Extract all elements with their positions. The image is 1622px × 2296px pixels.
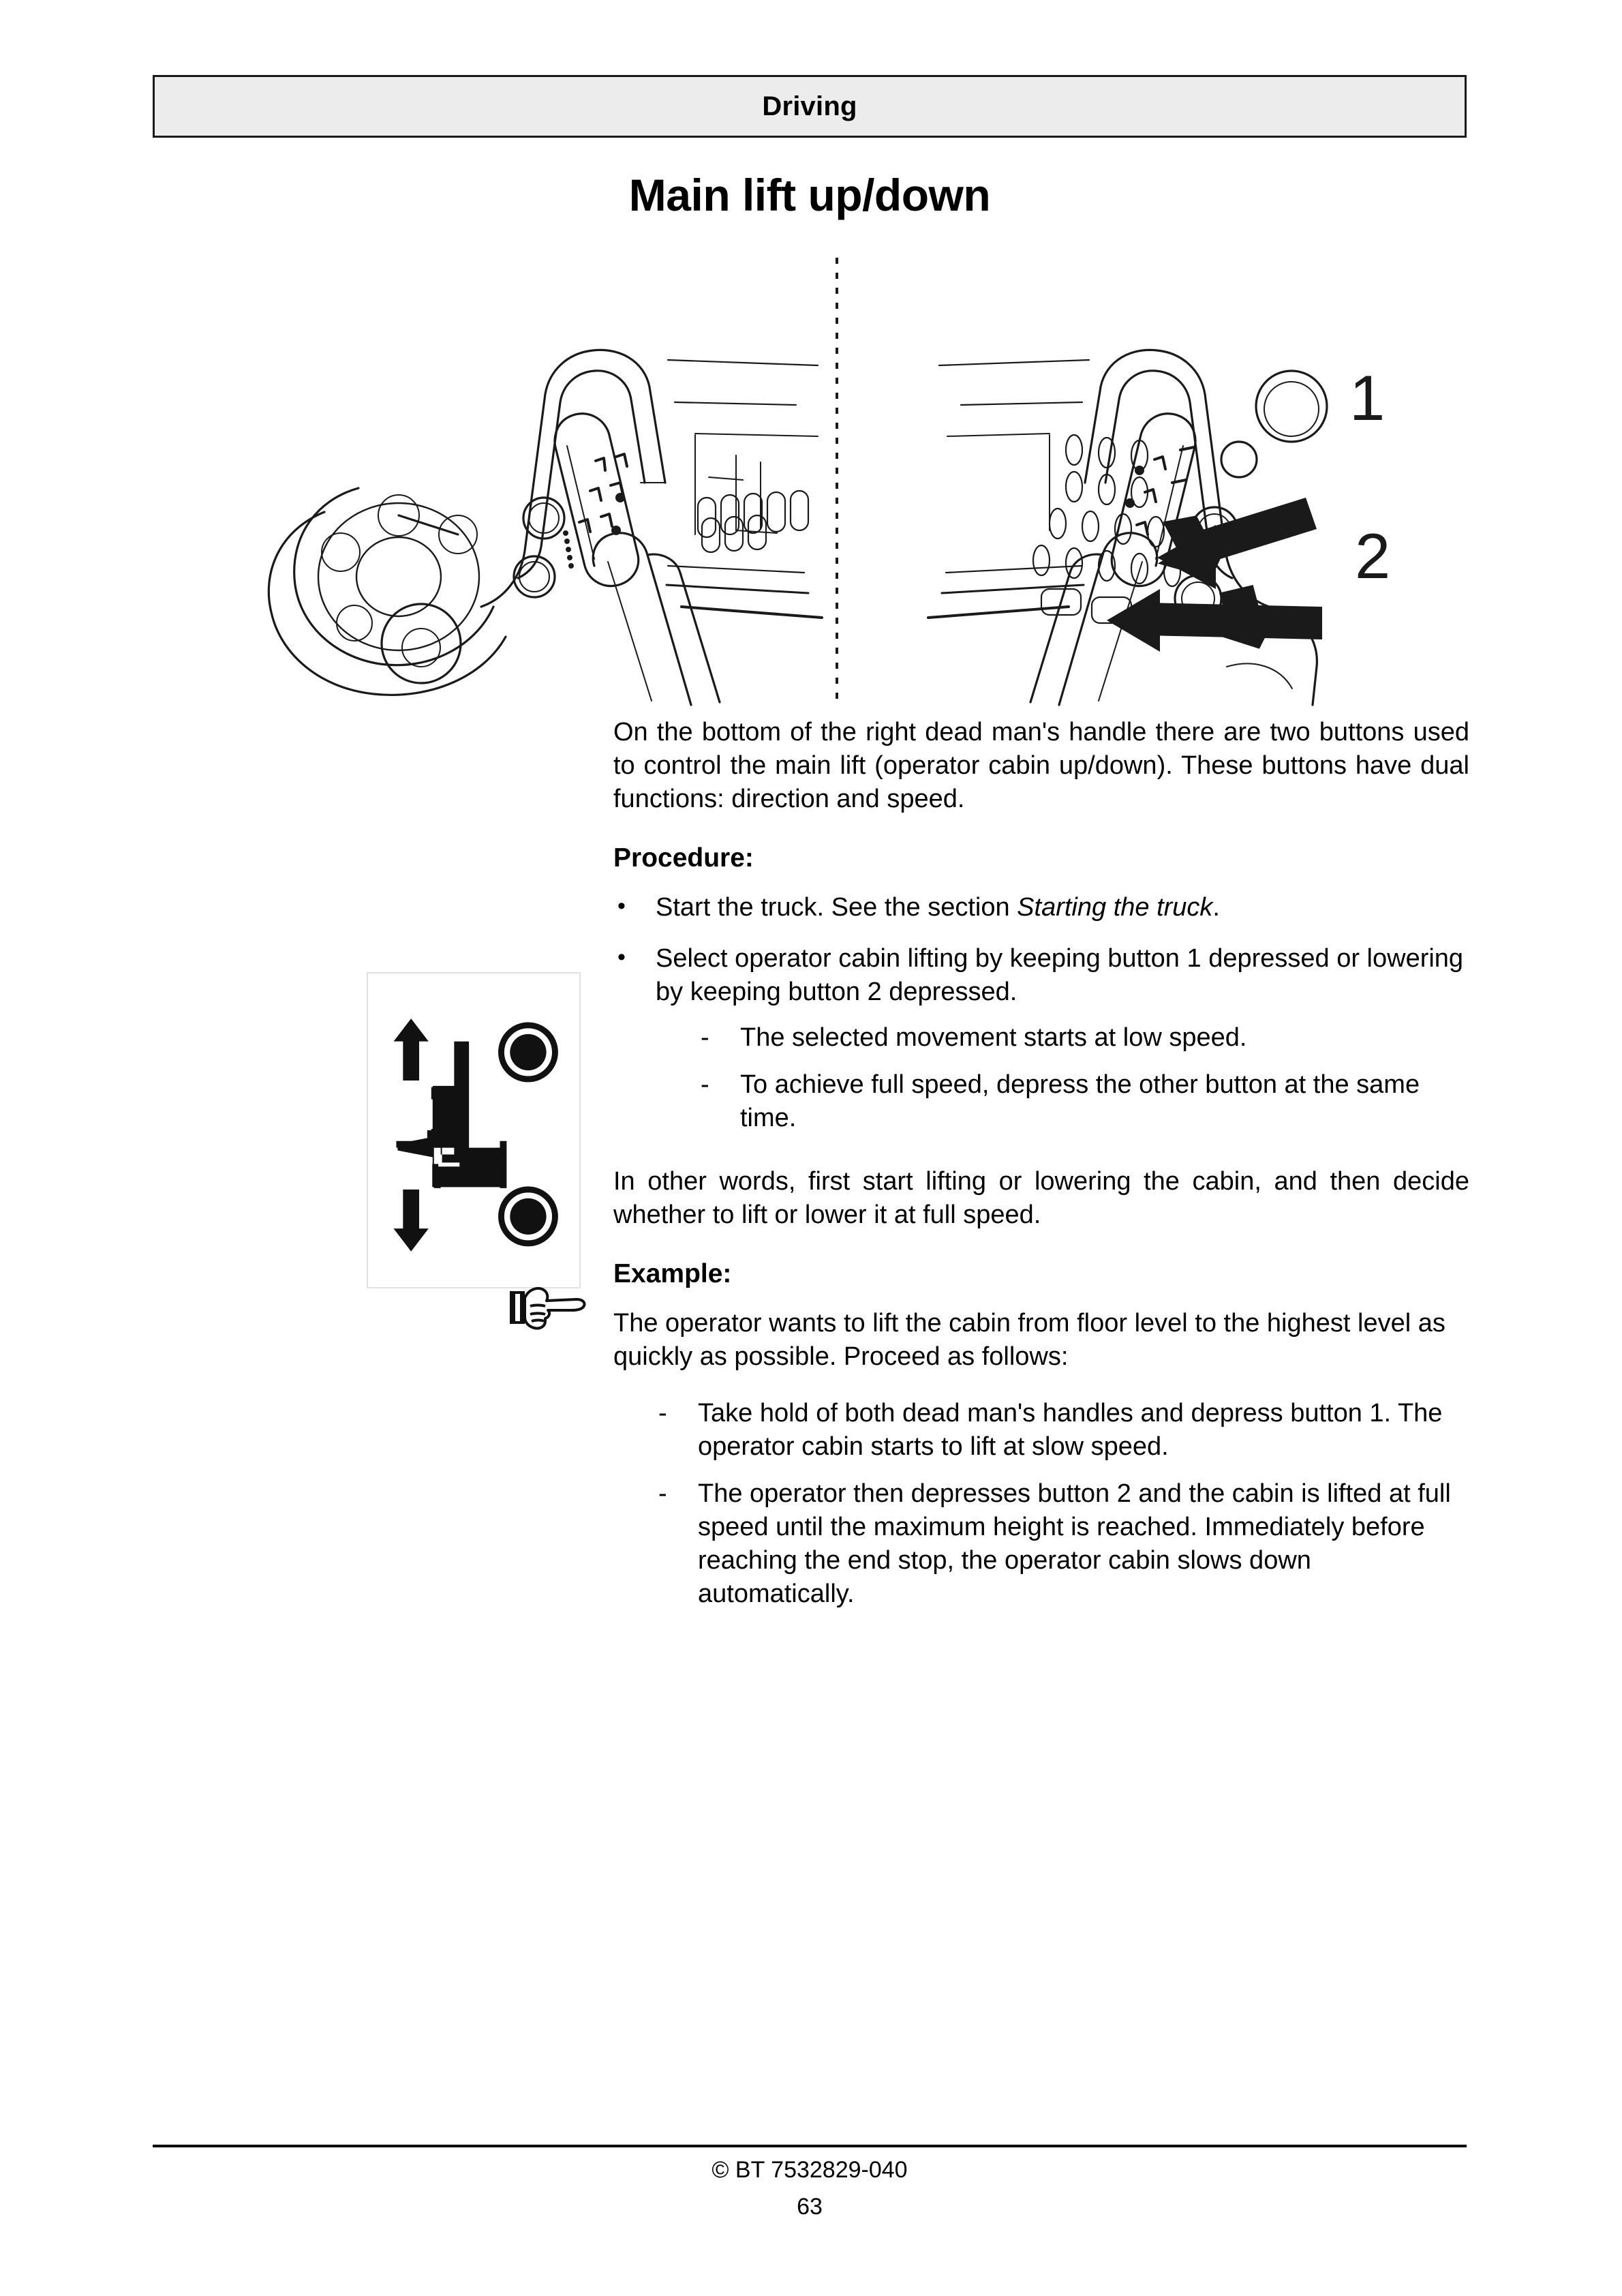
example-heading: Example: [613, 1259, 732, 1288]
pictogram-button-bottom [501, 1190, 555, 1243]
list-item [698, 1021, 1469, 1055]
bullet-text-after: . [1212, 893, 1220, 922]
procedure-closing-paragraph: In other words, first start lifting or lowering the cabin, and then decide whether to lift or lower it at full speed. [613, 1167, 1469, 1229]
sub-bullet-text: To achieve full speed, depress the other button at the same time. [740, 1070, 1420, 1132]
body-text-column [613, 716, 1469, 1625]
dash-marker: - [701, 1023, 709, 1052]
callout-number-2: 2 [1355, 520, 1391, 592]
running-header [153, 75, 1467, 138]
footer-page-number: 63 [797, 2194, 823, 2220]
arrow-down-shape [394, 1190, 429, 1252]
running-header-label: Driving [762, 91, 857, 121]
arrow-up-shape [394, 1018, 429, 1081]
callout-number-1: 1 [1349, 362, 1386, 434]
procedure-sub-list [698, 1021, 1469, 1135]
procedure-heading: Procedure: [613, 843, 754, 873]
bullet-text-before: Start the truck. See the section [656, 893, 1017, 922]
page-title: Main lift up/down [628, 170, 991, 220]
main-lift-pictogram [367, 972, 581, 1288]
pictogram-button-top [501, 1025, 555, 1079]
dash-marker: - [658, 1479, 667, 1508]
dash-marker: - [658, 1399, 667, 1428]
example-step-text: The operator then depresses button 2 and the cabin is lifted at full speed until the maximum height is reached. Immediately before reaching the end stop, the operator cabin slows down automatically. [698, 1479, 1451, 1608]
pointing-hand-icon [506, 1280, 590, 1333]
footer-copyright: © BT 7532829-040 [711, 2157, 908, 2183]
dash-marker: - [701, 1070, 709, 1099]
list-item [656, 1397, 1469, 1464]
bullet-marker: • [617, 893, 626, 919]
sub-bullet-text: The selected movement starts at low speed. [740, 1023, 1247, 1052]
example-intro-paragraph: The operator wants to lift the cabin from floor level to the highest level as quickly as possible. Proceed as follows: [613, 1309, 1445, 1371]
procedure-bullet-list [613, 891, 1469, 1135]
footer-divider [153, 2145, 1467, 2147]
list-item [613, 891, 1469, 924]
list-item [656, 1477, 1469, 1611]
intro-paragraph: On the bottom of the right dead man's handle there are two buttons used to control the main lift (operator cabin up/down). These buttons have dual functions: direction and speed. [613, 718, 1469, 813]
list-item [698, 1068, 1469, 1135]
bullet-text-italic: Starting the truck [1017, 893, 1213, 922]
console-illustration [259, 258, 1486, 708]
bullet-text: Select operator cabin lifting by keeping button 1 depressed or lowering by keeping button 2 depressed. [656, 944, 1464, 1006]
example-step-text: Take hold of both dead man's handles and depress button 1. The operator cabin starts to lift at slow speed. [698, 1399, 1443, 1461]
example-step-list [656, 1397, 1469, 1611]
list-item [613, 942, 1469, 1135]
bullet-marker: • [617, 944, 626, 970]
